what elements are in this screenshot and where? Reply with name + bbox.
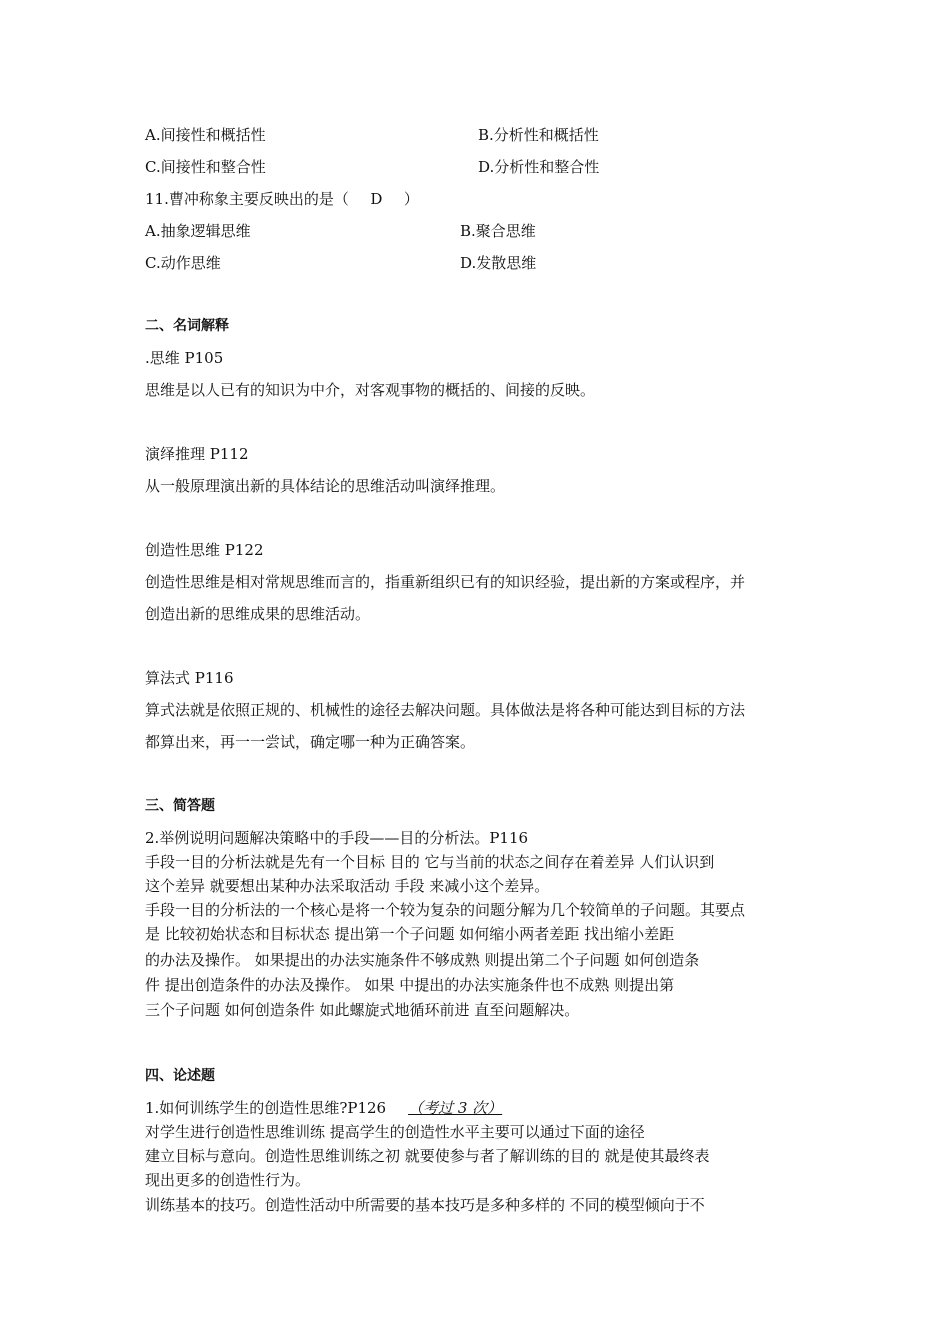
term-definition: 创造出新的思维成果的思维活动。: [145, 605, 371, 623]
answer-line: 的办法及操作。 如果提出的办法实施条件不够成熟 则提出第二个子问题 如何创造条: [145, 951, 700, 969]
answer-line: 训练基本的技巧。创造性活动中所需要的基本技巧是多种多样的 不同的模型倾向于不: [145, 1196, 705, 1214]
section-heading: 三、简答题: [145, 798, 215, 814]
answer-line: 是 比较初始状态和目标状态 提出第一个子问题 如何缩小两者差距 找出缩小差距: [145, 925, 675, 943]
section-heading: 二、名词解释: [145, 318, 229, 334]
term-definition: 从一般原理演出新的具体结论的思维活动叫演绎推理。: [145, 477, 506, 495]
answer: D: [370, 190, 383, 208]
term-title: .思维 P105: [145, 349, 224, 367]
answer-line: 对学生进行创造性思维训练 提高学生的创造性水平主要可以通过下面的途径: [145, 1123, 645, 1141]
question-text: 2.举例说明问题解决策略中的手段——目的分析法。P116: [145, 829, 529, 847]
term-definition: 创造性思维是相对常规思维而言的，指重新组织已有的知识经验，提出新的方案或程序，并: [145, 573, 746, 591]
answer-line: 手段一目的分析法就是先有一个目标 目的 它与当前的状态之间存在着差异 人们认识到: [145, 853, 715, 871]
term-title: 创造性思维 P122: [145, 541, 264, 559]
option-c: C.动作思维: [145, 254, 221, 272]
option-d: D.发散思维: [460, 254, 537, 272]
answer-line: 这个差异 就要想出某种办法采取活动 手段 来减小这个差异。: [145, 877, 550, 895]
question-line: [145, 1098, 502, 1118]
option-a: A.间接性和概括性: [145, 126, 266, 144]
answer-line: 建立目标与意向。创造性思维训练之初 就要使参与者了解训练的目的 就是使其最终表: [145, 1147, 710, 1165]
term-definition: 算式法就是依照正规的、机械性的途径去解决问题。具体做法是将各种可能达到目标的方法: [145, 701, 746, 719]
term-definition: 思维是以人已有的知识为中介，对客观事物的概括的、间接的反映。: [145, 381, 596, 399]
question-text: 1.如何训练学生的创造性思维?P126: [145, 1099, 387, 1117]
question-close: ）: [403, 190, 419, 208]
option-b: B.聚合思维: [460, 222, 536, 240]
exam-count-note: （考过 3 次）: [408, 1099, 503, 1117]
option-c: C.间接性和整合性: [145, 158, 266, 176]
section-heading: 四、论述题: [145, 1068, 215, 1084]
answer-line: 现出更多的创造性行为。: [145, 1171, 311, 1189]
answer-line: 件 提出创造条件的办法及操作。 如果 中提出的办法实施条件也不成熟 则提出第: [145, 976, 675, 994]
term-definition: 都算出来，再一一尝试，确定哪一种为正确答案。: [145, 733, 476, 751]
option-d: D.分析性和整合性: [478, 158, 600, 176]
option-a: A.抽象逻辑思维: [145, 222, 251, 240]
question-text: 11.曹冲称象主要反映出的是（: [145, 190, 349, 208]
answer-line: 手段一目的分析法的一个核心是将一个较为复杂的问题分解为几个较简单的子问题。其要点: [145, 901, 746, 919]
term-title: 算法式 P116: [145, 669, 234, 687]
question-11: [145, 189, 419, 209]
term-title: 演绎推理 P112: [145, 445, 249, 463]
answer-line: 三个子问题 如何创造条件 如此螺旋式地循环前进 直至问题解决。: [145, 1001, 580, 1019]
option-b: B.分析性和概括性: [478, 126, 599, 144]
